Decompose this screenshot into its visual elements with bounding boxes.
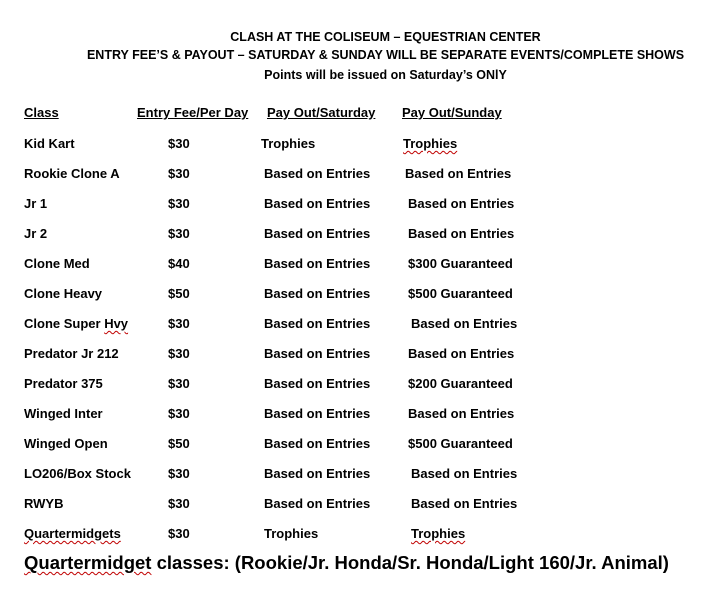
column-header-class: Class xyxy=(24,105,59,120)
class-name-cell: Winged Inter xyxy=(24,406,103,421)
payout-saturday-cell: Based on Entries xyxy=(264,256,371,271)
payout-saturday-cell: Based on Entries xyxy=(264,436,371,451)
payout-saturday-cell: Based on Entries xyxy=(264,196,371,211)
entry-fee-cell: $30 xyxy=(168,346,190,361)
payout-sunday-cell: Based on Entries xyxy=(408,346,515,361)
payout-sunday-cell: $300 Guaranteed xyxy=(408,256,513,271)
entry-fee-cell: $50 xyxy=(168,436,190,451)
footer-rest: classes: (Rookie/Jr. Honda/Sr. Honda/Light 160/Jr. Animal) xyxy=(151,552,669,573)
class-name-cell: RWYB xyxy=(24,496,64,511)
class-name-cell: Jr 2 xyxy=(24,226,48,241)
entry-fee-cell: $30 xyxy=(168,166,190,181)
class-name-cell: Rookie Clone A xyxy=(24,166,120,181)
payout-sunday-cell: $200 Guaranteed xyxy=(408,376,513,391)
class-name-cell: Quartermidgets xyxy=(24,526,121,541)
payout-sunday-cell: Based on Entries xyxy=(411,496,518,511)
payout-saturday-cell: Based on Entries xyxy=(264,496,371,511)
entry-fee-cell: $30 xyxy=(168,406,190,421)
column-header-entry-fee: Entry Fee/Per Day xyxy=(137,105,249,120)
entry-fee-cell: $30 xyxy=(168,466,190,481)
payout-sunday-cell: Based on Entries xyxy=(411,466,518,481)
class-name-cell: Clone Heavy xyxy=(24,286,103,301)
entry-fee-cell: $30 xyxy=(168,376,190,391)
payout-saturday-cell: Trophies xyxy=(261,136,316,151)
payout-saturday-cell: Based on Entries xyxy=(264,226,371,241)
quartermidget-classes-note xyxy=(24,552,669,574)
class-name-cell: Jr 1 xyxy=(24,196,48,211)
footer-first-word: Quartermidget xyxy=(24,552,152,573)
payout-saturday-cell: Based on Entries xyxy=(264,166,371,181)
payout-saturday-cell: Based on Entries xyxy=(264,286,371,301)
column-header-payout-saturday: Pay Out/Saturday xyxy=(267,105,376,120)
class-name-cell: Predator 375 xyxy=(24,376,103,391)
entry-fee-cell: $30 xyxy=(168,496,190,511)
points-note: Points will be issued on Saturday’s ONlY xyxy=(264,68,507,82)
class-name-part: Hvy xyxy=(104,316,129,331)
payout-sunday-cell: $500 Guaranteed xyxy=(408,286,513,301)
payout-saturday-cell: Trophies xyxy=(264,526,319,541)
payout-sunday-cell: Trophies xyxy=(403,136,458,151)
payout-saturday-cell: Based on Entries xyxy=(264,406,371,421)
entry-fee-cell: $30 xyxy=(168,526,190,541)
payout-sunday-cell: Based on Entries xyxy=(408,196,515,211)
payout-saturday-cell: Based on Entries xyxy=(264,376,371,391)
entry-fee-cell: $30 xyxy=(168,196,190,211)
column-header-payout-sunday: Pay Out/Sunday xyxy=(402,105,502,120)
entry-fee-cell: $30 xyxy=(168,316,190,331)
class-name-part: Clone Super xyxy=(24,316,105,331)
document-title: CLASH AT THE COLISEUM – EQUESTRIAN CENTER xyxy=(230,30,541,44)
payout-sunday-cell: Based on Entries xyxy=(408,226,515,241)
entry-fee-cell: $50 xyxy=(168,286,190,301)
class-name-cell xyxy=(24,316,128,332)
payout-sunday-cell: Based on Entries xyxy=(405,166,512,181)
payout-sunday-cell: Trophies xyxy=(411,526,466,541)
entry-fee-cell: $40 xyxy=(168,256,190,271)
payout-sunday-cell: $500 Guaranteed xyxy=(408,436,513,451)
class-name-cell: Clone Med xyxy=(24,256,90,271)
payout-saturday-cell: Based on Entries xyxy=(264,346,371,361)
payout-saturday-cell: Based on Entries xyxy=(264,466,371,481)
entry-fee-cell: $30 xyxy=(168,226,190,241)
class-name-cell: Kid Kart xyxy=(24,136,75,151)
class-name-cell: Predator Jr 212 xyxy=(24,346,119,361)
entry-fee-cell: $30 xyxy=(168,136,190,151)
payout-sunday-cell: Based on Entries xyxy=(411,316,518,331)
document-subtitle: ENTRY FEE’S & PAYOUT – SATURDAY & SUNDAY WILL BE SEPARATE EVENTS/COMPLETE SHOWS xyxy=(86,48,685,62)
payout-saturday-cell: Based on Entries xyxy=(264,316,371,331)
payout-sunday-cell: Based on Entries xyxy=(408,406,515,421)
class-name-cell: Winged Open xyxy=(24,436,108,451)
class-name-cell: LO206/Box Stock xyxy=(24,466,131,481)
